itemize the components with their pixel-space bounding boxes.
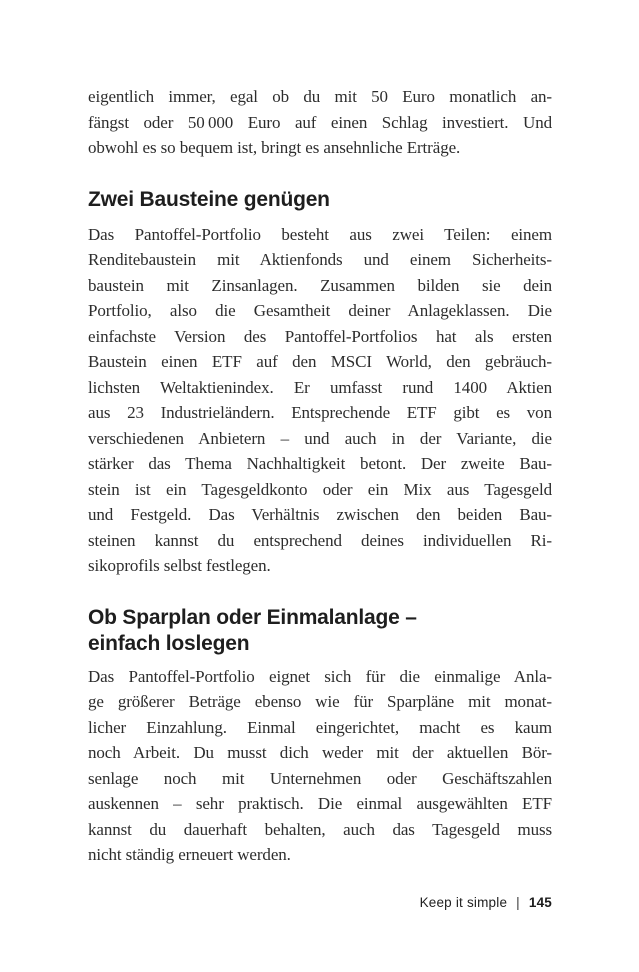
- text-line: einfach loslegen: [88, 631, 250, 655]
- section-heading-zwei-bausteine: Zwei Bausteine genügen: [88, 187, 330, 211]
- text-column: [88, 84, 552, 868]
- paragraph-sparplan: [88, 664, 552, 868]
- text-line: stein ist ein Tagesgeldkonto oder ein Mix aus Tagesgeld: [88, 479, 552, 499]
- page-footer: [88, 894, 552, 912]
- text-line: Renditebaustein mit Aktienfonds und einem Sicherheits-: [88, 250, 552, 269]
- text-line: Portfolio, also die Gesamtheit deiner Anlageklassen. Die: [88, 301, 552, 320]
- section-heading-sparplan: [88, 605, 552, 657]
- text-line: Baustein einen ETF auf den MSCI World, den gebräuch-: [88, 352, 552, 371]
- paragraph-intro: [88, 84, 552, 161]
- text-line: lichsten Weltaktienindex. Er umfasst rund 1400 Aktien: [88, 377, 552, 397]
- text-line: einfachste Version des Pantoffel-Portfolios hat als ersten: [88, 326, 552, 346]
- text-line: eigentlich immer, egal ob du mit 50 Euro monatlich an-: [88, 87, 552, 106]
- text-line: Ob Sparplan oder Einmalanlage –: [88, 605, 417, 629]
- text-line: ge größerer Beträge ebenso wie für Sparpläne mit monat-: [88, 692, 552, 711]
- running-title: Keep it simple: [419, 895, 508, 910]
- text-line: kannst du dauerhaft behalten, auch das Tagesgeld muss: [88, 819, 552, 839]
- text-line: obwohl es so bequem ist, bringt es ansehnliche Erträge.: [88, 138, 461, 157]
- page-number: 145: [528, 895, 552, 910]
- text-line: steinen kannst du entsprechend deines individuellen Ri-: [88, 530, 552, 550]
- text-line: stärker das Thema Nachhaltigkeit betont. Der zweite Bau-: [88, 454, 552, 473]
- footer-separator: |: [516, 895, 520, 910]
- text-line: baustein mit Zinsanlagen. Zusammen bilden sie dein: [88, 275, 552, 295]
- text-line: fängst oder 50 000 Euro auf einen Schlag investiert. Und: [88, 112, 552, 132]
- text-line: und Festgeld. Das Verhältnis zwischen den beiden Bau-: [88, 505, 552, 524]
- text-line: noch Arbeit. Du musst dich weder mit der aktuellen Bör-: [88, 743, 552, 762]
- text-line: auskennen – sehr praktisch. Die einmal ausgewählten ETF: [88, 794, 552, 813]
- text-line: aus 23 Industrieländern. Entsprechende ETF gibt es von: [88, 403, 552, 422]
- text-line: Das Pantoffel-Portfolio besteht aus zwei Teilen: einem: [88, 224, 552, 244]
- text-line: sikoprofils selbst festlegen.: [88, 556, 271, 575]
- text-line: nicht ständig erneuert werden.: [88, 845, 291, 864]
- text-line: licher Einzahlung. Einmal eingerichtet, macht es kaum: [88, 717, 552, 737]
- text-line: verschiedenen Anbietern – und auch in der Variante, die: [88, 428, 552, 448]
- text-line: senlage noch mit Unternehmen oder Geschäftszahlen: [88, 768, 552, 788]
- paragraph-bausteine: [88, 222, 552, 579]
- text-line: Das Pantoffel-Portfolio eignet sich für die einmalige Anla-: [88, 666, 552, 686]
